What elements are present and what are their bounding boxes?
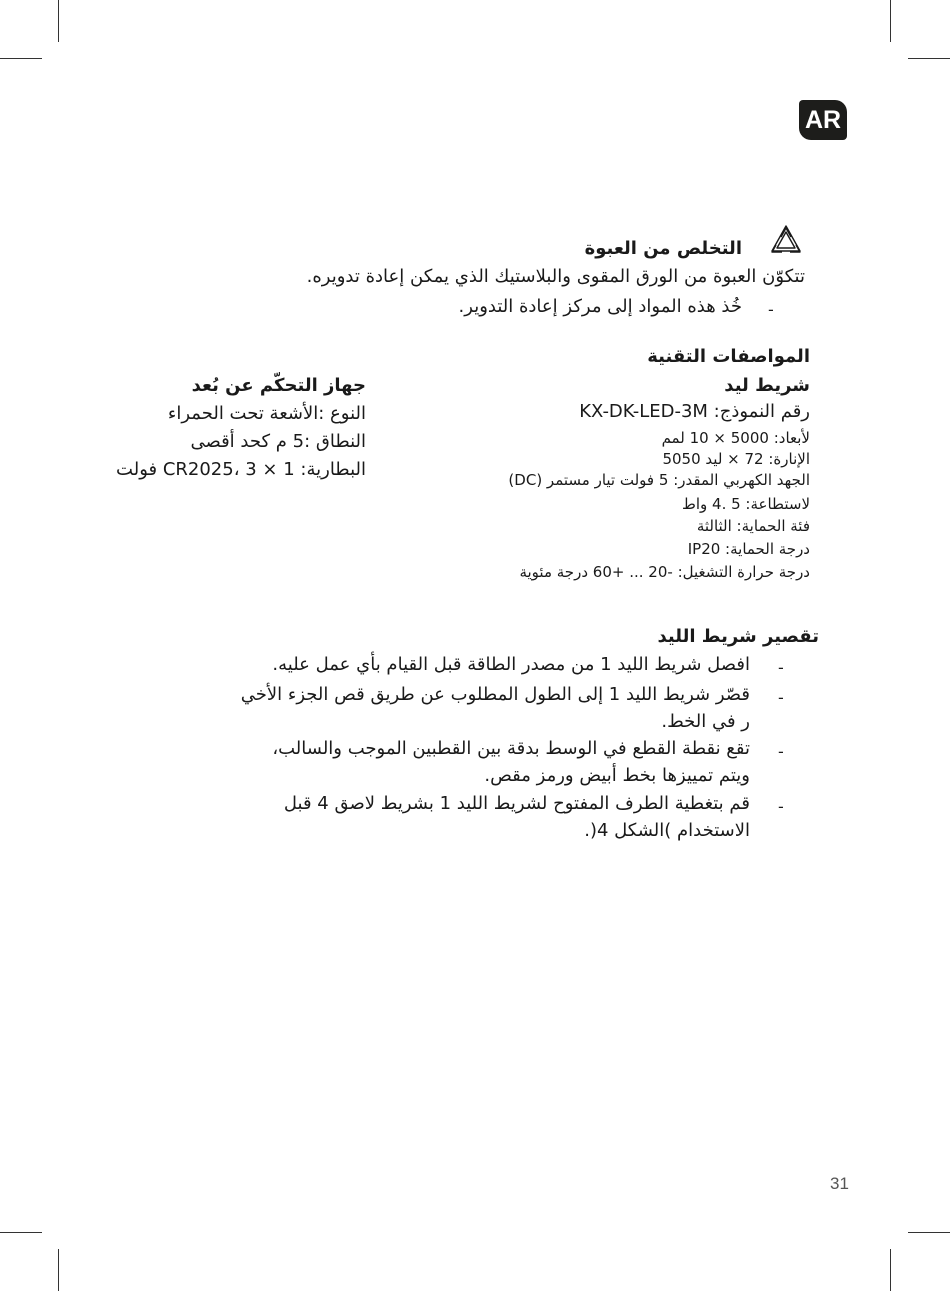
- spec-ip-rating: درجة الحماية: IP20: [687, 540, 810, 558]
- cutting-step-1: افصل شريط الليد 1 من مصدر الطاقة قبل القيام بأي عمل عليه.: [272, 654, 750, 675]
- cutting-step-4-cont: الاستخدام )الشكل 4(.: [584, 820, 750, 841]
- spec-voltage: الجهد الكهربي المقدر: 5 فولت تيار مستمر (DC): [508, 471, 810, 489]
- cutting-title: تقصير شريط الليد: [657, 626, 819, 647]
- packaging-bullet-text: خُذ هذه المواد إلى مركز إعادة التدوير.: [458, 296, 742, 317]
- cutting-step-4: قم بتغطية الطرف المفتوح لشريط الليد 1 بشريط لاصق 4 قبل: [283, 793, 750, 814]
- crop-mark: [58, 1249, 59, 1291]
- cutting-step-3: تقع نقطة القطع في الوسط بدقة بين القطبين الموجب والسالب،: [272, 738, 750, 759]
- remote-battery: البطارية: 1 × CR2025، 3 فولت: [116, 459, 366, 480]
- bullet: -: [778, 797, 784, 816]
- crop-mark: [0, 58, 42, 59]
- spec-lighting: الإنارة: 72 × ليد 5050: [662, 450, 810, 468]
- bullet: -: [778, 688, 784, 707]
- spec-power: لاستطاعة: 5 .4 واط: [681, 495, 810, 513]
- packaging-text: تتكوّن العبوة من الورق المقوى والبلاستيك الذي يمكن إعادة تدويره.: [306, 266, 805, 287]
- spec-dimensions: لأبعاد: 5000 × 10 لمم: [661, 429, 810, 447]
- page-number: 31: [830, 1174, 849, 1193]
- remote-range: النطاق :5 م كحد أقصى: [190, 431, 366, 452]
- packaging-title: التخلص من العبوة: [584, 238, 742, 259]
- spec-protection-class: فئة الحماية: الثالثة: [696, 517, 810, 535]
- crop-mark: [908, 58, 950, 59]
- crop-mark: [0, 1232, 42, 1233]
- crop-mark: [908, 1232, 950, 1233]
- crop-mark: [58, 0, 59, 42]
- remote-type: النوع :الأشعة تحت الحمراء: [167, 403, 366, 424]
- spec-model: رقم النموذج: KX-DK-LED-3M: [579, 401, 810, 422]
- specs-subtitle: شريط ليد: [724, 375, 810, 396]
- crop-mark: [890, 0, 891, 42]
- specs-title: المواصفات التقنية: [647, 346, 810, 367]
- language-badge: AR: [799, 100, 847, 140]
- recycle-icon: [767, 223, 805, 259]
- bullet: -: [768, 300, 774, 319]
- cutting-step-3-cont: ويتم تمييزها بخط أبيض ورمز مقص.: [484, 765, 750, 786]
- remote-title: جهاز التحكّم عن بُعد: [191, 375, 366, 396]
- bullet: -: [778, 658, 784, 677]
- spec-temperature: درجة حرارة التشغيل: -20 ... +60 درجة مئوية: [519, 563, 810, 581]
- cutting-step-2: قصّر شريط الليد 1 إلى الطول المطلوب عن طريق قص الجزء الأخي: [240, 684, 750, 705]
- bullet: -: [778, 742, 784, 761]
- cutting-step-2-cont: ر في الخط.: [661, 711, 750, 732]
- crop-mark: [890, 1249, 891, 1291]
